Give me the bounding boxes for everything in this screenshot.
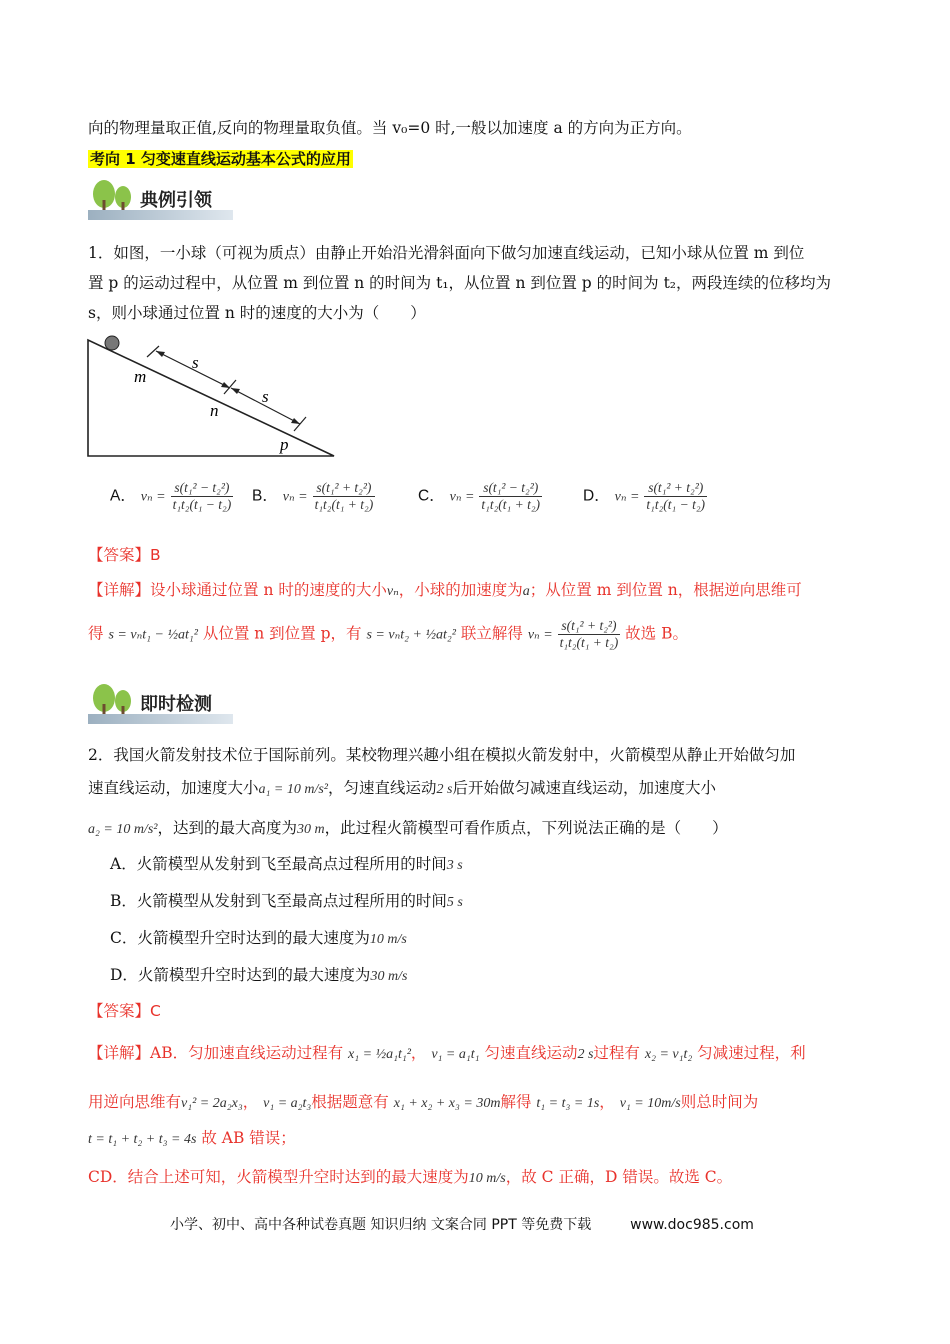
label-m: m (134, 367, 147, 386)
q1-detail-line2: 得 s = vₙt₁ − ½at₁² 从位置 n 到位置 p，有 s = vₙt₂ + ½at₂² 联立解得 vₙ = $\frac{\text{s(t₁² + t₂²)}}{\text{t₁t₂(t₁ + t₂)}}$ 故选 B。 (88, 618, 688, 650)
ball-icon (105, 336, 119, 350)
q1-line3: s，则小球通过位置 n 时的速度的大小为（ ） (88, 304, 426, 322)
footer-site-link[interactable]: www.doc985.com (630, 1217, 754, 1233)
q2-detail-line4: CD．结合上述可知，火箭模型升空时达到的最大速度为10 m/s，故 C 正确，D 错误。故选 C。 (88, 1168, 733, 1186)
footer-text: 小学、初中、高中各种试卷真题 知识归纳 文案合同 PPT 等免费下载 (170, 1217, 592, 1233)
incline-triangle (88, 340, 334, 456)
q1-answer: 【答案】B (88, 546, 161, 564)
banner-title: 典例引领 (140, 190, 212, 211)
q2-option-b[interactable]: B．火箭模型从发射到飞至最高点过程所用的时间5 s (110, 892, 463, 910)
label-s2: s (262, 387, 269, 406)
label-p: p (280, 435, 289, 454)
q1-detail-line1: 【详解】设小球通过位置 n 时的速度的大小vₙ，小球的加速度为a；从位置 m 到位置 n，根据逆向思维可 (88, 581, 802, 599)
section-heading (88, 148, 353, 169)
banner-title: 即时检测 (140, 694, 212, 715)
q1-option-a[interactable]: A． vₙ = $\frac{\text{s(t₁² − t₂²)}}{\text{t₁t₂(t₁ − t₂)}}$ (110, 480, 232, 512)
q2-option-c[interactable]: C．火箭模型升空时达到的最大速度为10 m/s (110, 929, 407, 947)
q1-line2: 置 p 的运动过程中，从位置 m 到位置 n 的时间为 t₁，从位置 n 到位置 p 的时间为 t₂，两段连续的位移均为 (88, 274, 832, 292)
example-banner (88, 180, 233, 220)
q1-line1: 1．如图，一小球（可视为质点）由静止开始沿光滑斜面向下做匀加速直线运动，已知小球从位置 m 到位 (88, 244, 805, 262)
q1-option-c[interactable]: C． vₙ = $\frac{\text{s(t₁² − t₂²)}}{\text{t₁t₂(t₁ + t₂)}}$ (418, 480, 541, 512)
section-heading-text: 考向 1 匀变速直线运动基本公式的应用 (90, 150, 351, 168)
q2-line2: 速直线运动，加速度大小a₁ = 10 m/s²，匀速直线运动2 s后开始做匀减速直线运动，加速度大小 (88, 779, 716, 797)
q2-line3: a₂ = 10 m/s²，达到的最大高度为30 m，此过程火箭模型可看作质点，下列说法正确的是（ ） (88, 819, 728, 837)
footer (170, 1214, 754, 1234)
check-banner (88, 684, 233, 724)
q2-answer-value: C (150, 1002, 161, 1020)
q2-detail-line1: 【详解】AB．匀加速直线运动过程有 x₁ = ½a₁t₁²， v₁ = a₁t₁ 匀速直线运动2 s过程有 x₂ = v₁t₂ 匀减速过程，利 (88, 1044, 806, 1062)
q1-answer-value: B (150, 546, 161, 564)
incline-figure (84, 330, 344, 462)
q2-answer: 【答案】C (88, 1002, 161, 1020)
label-s1: s (192, 353, 199, 372)
intro-line: 向的物理量取正值,反向的物理量取负值。当 v₀=0 时,一般以加速度 a 的方向为正方向。 (88, 119, 692, 137)
q2-detail-line3: t = t₁ + t₂ + t₃ = 4s 故 AB 错误； (88, 1129, 296, 1147)
q2-line1: 2．我国火箭发射技术位于国际前列。某校物理兴趣小组在模拟火箭发射中，火箭模型从静止开始做匀加 (88, 746, 796, 764)
label-n: n (210, 401, 219, 420)
q1-option-b[interactable]: B． vₙ = $\frac{\text{s(t₁² + t₂²)}}{\text{t₁t₂(t₁ + t₂)}}$ (252, 480, 374, 512)
q2-detail-line2: 用逆向思维有v₁² = 2a₂x₃， v₁ = a₂t₃根据题意有 x₁ + x₂ + x₃ = 30m解得 t₁ = t₃ = 1s， v₁ = 10m/s则总时间为 (88, 1093, 759, 1111)
q1-option-d[interactable]: D． vₙ = $\frac{\text{s(t₁² + t₂²)}}{\text{t₁t₂(t₁ − t₂)}}$ (583, 480, 706, 512)
q2-option-d[interactable]: D．火箭模型升空时达到的最大速度为30 m/s (110, 966, 408, 984)
q2-option-a[interactable]: A．火箭模型从发射到飞至最高点过程所用的时间3 s (110, 855, 463, 873)
